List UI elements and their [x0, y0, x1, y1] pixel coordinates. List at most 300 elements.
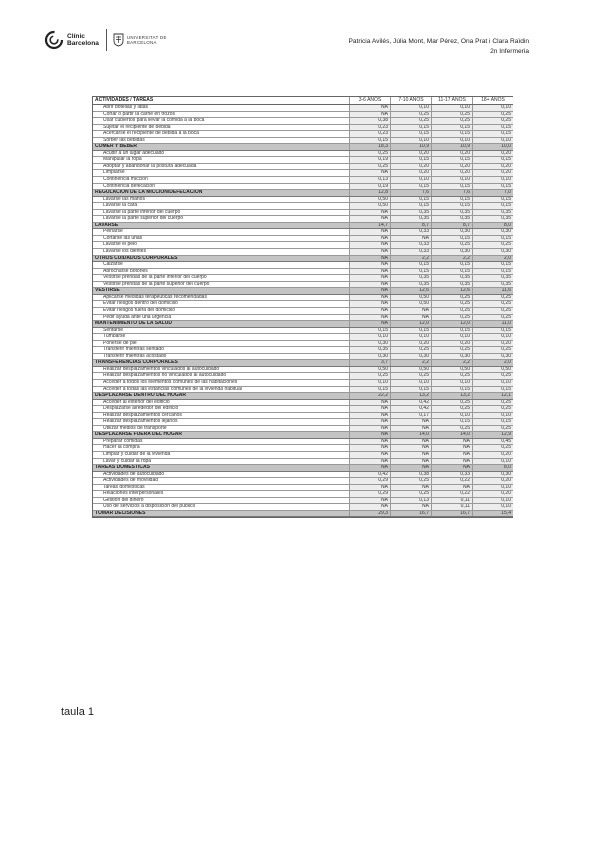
value-11-17: 0,33	[432, 471, 473, 478]
value-18-plus: 0,25	[473, 294, 514, 301]
value-3-6: NA	[350, 314, 391, 321]
value-11-17: 0,15	[432, 386, 473, 393]
activity-cell: Usar cubiertos para llevar la comida a la boca	[93, 118, 350, 125]
value-3-6: NA	[350, 465, 391, 472]
value-3-6: 0,23	[350, 131, 391, 138]
value-7-10: 0,15	[391, 183, 432, 190]
activity-cell: Limpiar y cuidar de la vivienda	[93, 451, 350, 458]
value-11-17: NA	[432, 451, 473, 458]
value-18-plus: 0,15	[473, 157, 514, 164]
value-11-17: NA	[432, 484, 473, 491]
column-header-3-6: 3-6 AÑOS	[350, 97, 391, 105]
value-18-plus: 0,10	[473, 484, 514, 491]
value-11-17: NA	[432, 445, 473, 452]
activity-cell: Tareas domésticas	[93, 484, 350, 491]
value-3-6: 0,25	[350, 163, 391, 170]
value-3-6: NA	[350, 262, 391, 269]
value-11-17: 0,15	[432, 262, 473, 269]
value-18-plus: 0,25	[473, 425, 514, 432]
value-3-6: NA	[350, 321, 391, 328]
value-18-plus: 0,20	[473, 451, 514, 458]
value-7-10: 0,20	[391, 340, 432, 347]
activity-cell: OTROS CUIDADOS CORPORALES	[93, 255, 350, 262]
value-11-17: 14,0	[432, 432, 473, 439]
value-11-17: 16,7	[432, 510, 473, 517]
value-18-plus: 0,25	[473, 399, 514, 406]
value-3-6: NA	[350, 170, 391, 177]
value-7-10: 0,33	[391, 242, 432, 249]
value-7-10: 0,42	[391, 406, 432, 413]
value-11-17: 2,2	[432, 360, 473, 367]
activity-cell: Manipular la ropa	[93, 157, 350, 164]
activity-cell: Transferir mientras acostado	[93, 353, 350, 360]
value-11-17: 0,15	[432, 196, 473, 203]
activity-cell: Acudir a un lugar adecuado	[93, 150, 350, 157]
value-18-plus: 0,15	[473, 268, 514, 275]
value-11-17: 0,25	[432, 294, 473, 301]
value-7-10: 0,25	[391, 373, 432, 380]
university-line1: UNIVERSITAT DE	[126, 34, 167, 40]
activity-cell: Hacer la compra	[93, 445, 350, 452]
value-18-plus: 0,25	[473, 406, 514, 413]
activity-cell: VESTIRSE	[93, 288, 350, 295]
value-3-6: 0,29	[350, 491, 391, 498]
value-7-10: 0,10	[391, 137, 432, 144]
activity-cell: Acercarse el recipiente de bebida a la boca	[93, 131, 350, 138]
value-7-10: 0,15	[391, 268, 432, 275]
value-7-10: 0,17	[391, 412, 432, 419]
value-11-17: NA	[432, 465, 473, 472]
value-3-6: 3,7	[350, 360, 391, 367]
activity-cell: Realizar desplazamientos cercanos	[93, 412, 350, 419]
value-18-plus: 0,15	[473, 131, 514, 138]
value-11-17: 12,6	[432, 288, 473, 295]
value-3-6: NA	[350, 425, 391, 432]
value-7-10: 0,50	[391, 366, 432, 373]
value-11-17: 0,15	[432, 131, 473, 138]
value-3-6: NA	[350, 294, 391, 301]
column-header-activities: ACTIVIDADES / TAREAS	[93, 97, 350, 105]
activity-cell: Abrir botellas y latas	[93, 105, 350, 112]
value-18-plus: 0,25	[473, 307, 514, 314]
value-7-10: 0,15	[391, 327, 432, 334]
value-11-17: 0,10	[432, 177, 473, 184]
value-7-10: 2,2	[391, 360, 432, 367]
value-18-plus: 0,10	[473, 137, 514, 144]
value-18-plus: 0,20	[473, 478, 514, 485]
value-11-17: 0,25	[432, 242, 473, 249]
value-11-17: 0,35	[432, 281, 473, 288]
value-3-6: 22,2	[350, 393, 391, 400]
logo-divider	[106, 29, 107, 51]
value-18-plus: 0,15	[473, 327, 514, 334]
activity-cell: LAVARSE	[93, 222, 350, 229]
value-18-plus: 12,9	[473, 432, 514, 439]
value-18-plus: 15,4	[473, 510, 514, 517]
value-7-10: 0,13	[391, 497, 432, 504]
value-11-17: 0,50	[432, 366, 473, 373]
activity-cell: Sujetar el recipiente de bebida	[93, 124, 350, 131]
value-11-17: 0,25	[432, 118, 473, 125]
value-11-17: NA	[432, 438, 473, 445]
value-7-10: 0,35	[391, 209, 432, 216]
activity-cell: Lavarse la cara	[93, 203, 350, 210]
value-11-17: 2,2	[432, 255, 473, 262]
value-11-17: 0,15	[432, 327, 473, 334]
value-7-10: 0,25	[391, 111, 432, 118]
value-7-10: 0,30	[391, 353, 432, 360]
activity-cell: Cortarse las uñas	[93, 235, 350, 242]
value-18-plus: 0,20	[473, 170, 514, 177]
value-3-6: 29,3	[350, 510, 391, 517]
value-18-plus: 0,30	[473, 229, 514, 236]
activity-cell: Lavarse los dientes	[93, 249, 350, 256]
value-18-plus: 0,15	[473, 419, 514, 426]
activities-table	[92, 96, 513, 518]
activity-cell: Cortar o partir la carne en trozos	[93, 111, 350, 118]
activity-cell: Gestión del dinero	[93, 497, 350, 504]
value-3-6: NA	[350, 419, 391, 426]
value-3-6: 0,15	[350, 386, 391, 393]
value-7-10: 0,15	[391, 262, 432, 269]
value-11-17: 0,25	[432, 347, 473, 354]
value-3-6: NA	[350, 445, 391, 452]
clinic-logo	[44, 26, 167, 54]
value-7-10: 0,15	[391, 203, 432, 210]
value-11-17: 0,35	[432, 275, 473, 282]
activity-cell: Lavarse el pelo	[93, 242, 350, 249]
value-11-17: 12,0	[432, 321, 473, 328]
value-7-10: NA	[391, 314, 432, 321]
value-18-plus: 0,15	[473, 203, 514, 210]
activity-cell: Calzarse	[93, 262, 350, 269]
activity-cell: Sorber las bebidas	[93, 137, 350, 144]
value-3-6: 0,38	[350, 118, 391, 125]
value-3-6: NA	[350, 412, 391, 419]
value-7-10: 0,20	[391, 150, 432, 157]
university-line2: BARCELONA	[126, 40, 157, 45]
activity-cell: Relaciones interpersonales	[93, 491, 350, 498]
value-7-10: NA	[391, 419, 432, 426]
activity-cell: Ponerse de pie	[93, 340, 350, 347]
value-18-plus: 0,20	[473, 163, 514, 170]
value-11-17: 13,2	[432, 393, 473, 400]
value-11-17: 0,25	[432, 399, 473, 406]
value-11-17: 0,25	[432, 111, 473, 118]
value-11-17: 0,20	[432, 170, 473, 177]
value-7-10: 0,10	[391, 105, 432, 112]
activity-cell: Continencia micción	[93, 177, 350, 184]
value-11-17: 0,30	[432, 249, 473, 256]
clinic-logo-line1: Clínic	[67, 32, 85, 40]
value-7-10: NA	[391, 438, 432, 445]
value-7-10: 0,25	[391, 347, 432, 354]
value-3-6: 0,15	[350, 327, 391, 334]
value-3-6: NA	[350, 307, 391, 314]
activity-cell: Transferir mientras sentado	[93, 347, 350, 354]
activity-cell: Abrocharse botones	[93, 268, 350, 275]
activity-cell: Preparar comidas	[93, 438, 350, 445]
activity-cell: REGULACIÓN DE LA MICCIÓN/DEFECACIÓN	[93, 190, 350, 197]
value-11-17: 0,22	[432, 478, 473, 485]
value-3-6: 0,50	[350, 196, 391, 203]
value-11-17: 0,15	[432, 183, 473, 190]
value-3-6: 12,8	[350, 190, 391, 197]
value-11-17: 0,10	[432, 412, 473, 419]
value-18-plus: 0,15	[473, 183, 514, 190]
value-7-10: NA	[391, 465, 432, 472]
value-18-plus: 0,10	[473, 105, 514, 112]
value-3-6: NA	[350, 438, 391, 445]
value-3-6: NA	[350, 229, 391, 236]
value-11-17: 0,25	[432, 301, 473, 308]
value-7-10: 0,15	[391, 196, 432, 203]
activity-cell: Acceder al exterior del edificio	[93, 399, 350, 406]
value-7-10: 2,2	[391, 255, 432, 262]
value-11-17: 0,25	[432, 307, 473, 314]
value-18-plus: 0,25	[473, 373, 514, 380]
value-7-10: 0,15	[391, 124, 432, 131]
value-7-10: 0,15	[391, 131, 432, 138]
value-11-17: 7,6	[432, 190, 473, 197]
value-11-17: 0,20	[432, 150, 473, 157]
value-18-plus: 0,35	[473, 281, 514, 288]
table-header-row	[93, 97, 513, 105]
activity-cell: Actividades de autocuidado	[93, 471, 350, 478]
value-3-6: NA	[350, 105, 391, 112]
university-name	[127, 35, 167, 45]
activity-cell: Evitar riesgos fuera del domicilio	[93, 307, 350, 314]
activity-cell: Aplicarse medidas terapéuticas recomendadas	[93, 294, 350, 301]
value-18-plus: 11,0	[473, 321, 514, 328]
value-18-plus: 0,10	[473, 504, 514, 511]
value-18-plus: 0,25	[473, 301, 514, 308]
value-11-17: 0,10	[432, 379, 473, 386]
value-7-10: 12,6	[391, 288, 432, 295]
value-7-10: NA	[391, 458, 432, 465]
activity-cell: Utilizar medios de transporte	[93, 425, 350, 432]
value-3-6: NA	[350, 268, 391, 275]
value-3-6: NA	[350, 209, 391, 216]
value-7-10: 0,50	[391, 301, 432, 308]
value-18-plus: 7,0	[473, 190, 514, 197]
value-18-plus: 0,35	[473, 275, 514, 282]
value-7-10: 0,33	[391, 249, 432, 256]
value-3-6: 0,10	[350, 334, 391, 341]
value-11-17: 0,15	[432, 419, 473, 426]
value-3-6: NA	[350, 281, 391, 288]
value-18-plus: 0,30	[473, 249, 514, 256]
value-3-6: NA	[350, 406, 391, 413]
value-3-6: 0,50	[350, 366, 391, 373]
value-7-10: 0,20	[391, 170, 432, 177]
activity-cell: Vestirse prendas de la parte inferior del cuerpo	[93, 275, 350, 282]
value-11-17: 0,15	[432, 235, 473, 242]
value-3-6: 0,19	[350, 183, 391, 190]
value-3-6: NA	[350, 242, 391, 249]
table-caption: taula 1	[61, 706, 95, 718]
value-11-17: 0,15	[432, 203, 473, 210]
value-11-17: 0,25	[432, 406, 473, 413]
activity-cell: Peinarse	[93, 229, 350, 236]
value-3-6: NA	[350, 451, 391, 458]
value-3-6: 18,3	[350, 144, 391, 151]
activity-cell: Lavarse las manos	[93, 196, 350, 203]
value-11-17: 0,25	[432, 425, 473, 432]
value-18-plus: 0,30	[473, 471, 514, 478]
activity-cell: Tumbarse	[93, 334, 350, 341]
clinic-logo-icon	[44, 30, 64, 50]
activity-cell: Continencia defecación	[93, 183, 350, 190]
value-7-10: NA	[391, 484, 432, 491]
activity-cell: Desplazarse alrededor del edificio	[93, 406, 350, 413]
value-3-6: 14,7	[350, 222, 391, 229]
activity-cell: Lavarse la parte inferior del cuerpo	[93, 209, 350, 216]
clinic-logo-text	[67, 33, 99, 48]
value-7-10: 0,50	[391, 294, 432, 301]
value-11-17: 0,25	[432, 314, 473, 321]
activity-cell: DESPLAZARSE DENTRO DEL HOGAR	[93, 393, 350, 400]
category-total-row	[93, 510, 513, 517]
value-18-plus: 0,25	[473, 118, 514, 125]
value-11-17: 0,10	[432, 105, 473, 112]
clinic-logo-line2: Barcelona	[67, 40, 99, 47]
value-11-17: 0,20	[432, 340, 473, 347]
value-3-6: NA	[350, 216, 391, 223]
value-18-plus: 0,15	[473, 386, 514, 393]
value-11-17: 0,15	[432, 157, 473, 164]
value-3-6: 0,23	[350, 124, 391, 131]
value-11-17: 0,22	[432, 491, 473, 498]
value-7-10: 0,25	[391, 118, 432, 125]
value-18-plus: 0,25	[473, 242, 514, 249]
value-3-6: NA	[350, 249, 391, 256]
authors-names: Patricia Avilés, Júlia Mont, Mar Pérez, Ona Prat i Clara Raïdin	[348, 38, 529, 45]
activity-cell: MANTENIMIENTO DE LA SALUD	[93, 321, 350, 328]
value-3-6: 0,15	[350, 137, 391, 144]
value-7-10: NA	[391, 307, 432, 314]
activity-cell: TAREAS DOMÉSTICAS	[93, 465, 350, 472]
activity-cell: COMER Y BEBER	[93, 144, 350, 151]
value-7-10: 0,15	[391, 386, 432, 393]
activity-cell: DESPLAZARSE FUERA DEL HOGAR	[93, 432, 350, 439]
value-18-plus: 0,15	[473, 262, 514, 269]
value-3-6: NA	[350, 235, 391, 242]
activity-cell: Acceder a todas las estancias comunes de la vivienda habitual	[93, 386, 350, 393]
value-18-plus: 0,25	[473, 347, 514, 354]
value-3-6: 0,42	[350, 471, 391, 478]
value-11-17: 0,10	[432, 137, 473, 144]
activity-cell: Lavar y cuidar la ropa	[93, 458, 350, 465]
value-3-6: NA	[350, 301, 391, 308]
value-7-10: 0,38	[391, 471, 432, 478]
value-18-plus: 0,10	[473, 334, 514, 341]
value-3-6: 0,29	[350, 478, 391, 485]
value-18-plus: 0,10	[473, 412, 514, 419]
value-7-10: 7,6	[391, 190, 432, 197]
value-3-6: NA	[350, 399, 391, 406]
value-7-10: 0,35	[391, 281, 432, 288]
activity-cell: Actividades de movilidad	[93, 478, 350, 485]
value-7-10: NA	[391, 425, 432, 432]
value-3-6: 0,10	[350, 379, 391, 386]
value-11-17: NA	[432, 458, 473, 465]
value-3-6: NA	[350, 432, 391, 439]
column-header-18-plus: 18+ AÑOS	[473, 97, 514, 105]
activity-cell: Pedir ayuda ante una urgencia	[93, 314, 350, 321]
value-7-10: 14,0	[391, 432, 432, 439]
value-3-6: NA	[350, 275, 391, 282]
value-7-10: 0,10	[391, 379, 432, 386]
value-7-10: 0,35	[391, 275, 432, 282]
value-7-10: 0,25	[391, 478, 432, 485]
value-18-plus: 0,15	[473, 235, 514, 242]
value-11-17: 0,35	[432, 209, 473, 216]
value-11-17: 0,15	[432, 268, 473, 275]
value-3-6: NA	[350, 458, 391, 465]
value-18-plus: 0,15	[473, 124, 514, 131]
value-11-17: 0,10	[432, 334, 473, 341]
value-18-plus: 0,20	[473, 491, 514, 498]
value-3-6: 0,25	[350, 373, 391, 380]
value-18-plus: 0,20	[473, 150, 514, 157]
value-7-10: 13,2	[391, 393, 432, 400]
value-18-plus: 0,20	[473, 340, 514, 347]
value-18-plus: 12,1	[473, 393, 514, 400]
value-7-10: 0,42	[391, 399, 432, 406]
activity-cell: Realizar desplazamientos lejanos	[93, 419, 350, 426]
activity-cell: Lavarse la parte superior del cuerpo	[93, 216, 350, 223]
value-11-17: 0,15	[432, 124, 473, 131]
value-11-17: 0,30	[432, 353, 473, 360]
value-7-10: 12,0	[391, 321, 432, 328]
value-18-plus: 0,45	[473, 438, 514, 445]
column-header-11-17: 11-17 AÑOS	[432, 97, 473, 105]
value-18-plus: 8,0	[473, 222, 514, 229]
activity-cell: Vestirse prendas de la parte superior del cuerpo	[93, 281, 350, 288]
activity-cell: Acceder a todos los elementos comunes de las habitaciones	[93, 379, 350, 386]
value-18-plus: 10,0	[473, 144, 514, 151]
value-3-6: 0,19	[350, 157, 391, 164]
value-18-plus: 0,30	[473, 353, 514, 360]
value-3-6: NA	[350, 288, 391, 295]
value-3-6: 0,25	[350, 150, 391, 157]
value-3-6: NA	[350, 484, 391, 491]
value-7-10: 0,20	[391, 163, 432, 170]
value-7-10: 0,10	[391, 334, 432, 341]
value-18-plus: 0,35	[473, 209, 514, 216]
activity-cell: TRANSFERENCIAS CORPORALES	[93, 360, 350, 367]
value-18-plus: 0,25	[473, 314, 514, 321]
value-11-17: 0,30	[432, 229, 473, 236]
value-18-plus: 0,10	[473, 497, 514, 504]
value-7-10: 0,35	[391, 216, 432, 223]
activity-cell: Limpiarse	[93, 170, 350, 177]
column-header-7-10: 7-10 AÑOS	[391, 97, 432, 105]
value-3-6: 0,13	[350, 177, 391, 184]
value-18-plus: 0,25	[473, 111, 514, 118]
value-18-plus: 0,10	[473, 458, 514, 465]
value-18-plus: 2,0	[473, 255, 514, 262]
value-18-plus: 11,6	[473, 288, 514, 295]
value-7-10: NA	[391, 445, 432, 452]
value-11-17: 0,35	[432, 216, 473, 223]
value-18-plus: 0,35	[473, 216, 514, 223]
activity-cell: Realizar desplazamientos vinculados al autocuidado	[93, 366, 350, 373]
value-11-17: 10,9	[432, 144, 473, 151]
value-7-10: 0,33	[391, 229, 432, 236]
value-3-6: 0,30	[350, 340, 391, 347]
